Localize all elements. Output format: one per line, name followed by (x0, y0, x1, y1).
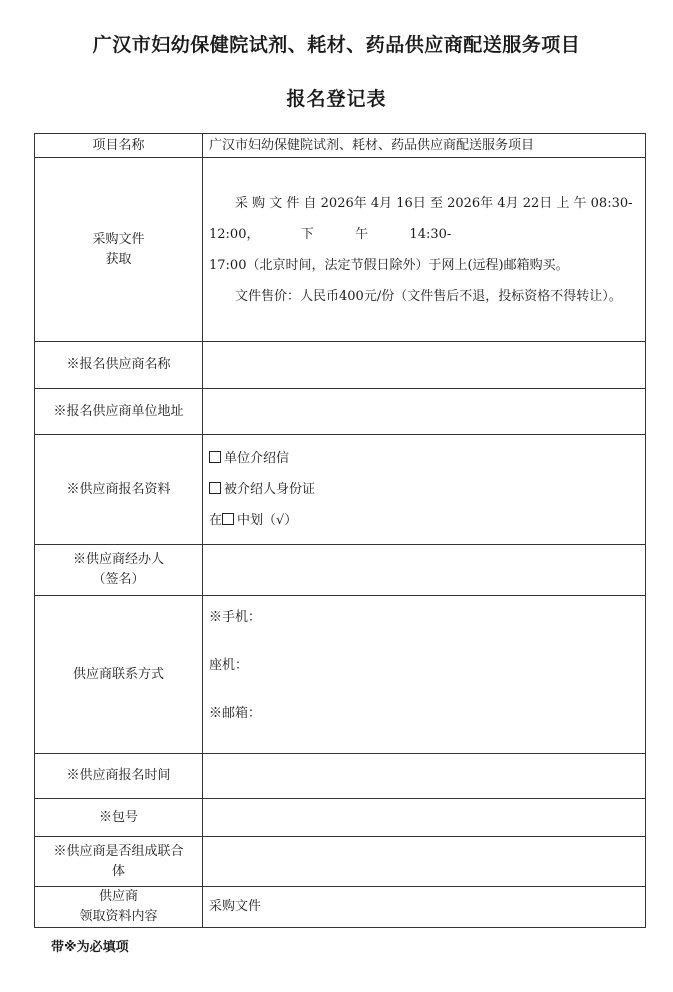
package-no-field[interactable] (203, 799, 646, 837)
document-subtitle: 报名登记表 (286, 88, 387, 110)
document-title: 广汉市妇幼保健院试剂、耗材、药品供应商配送服务项目 (92, 34, 581, 56)
supplier-agent-label: ※供应商经办人 （签名） (35, 545, 203, 596)
contact-fields (203, 596, 646, 754)
project-name-value: 广汉市妇幼保健院试剂、耗材、药品供应商配送服务项目 (203, 134, 646, 158)
email-field[interactable]: ※邮箱： (209, 706, 262, 721)
table-row-supplier-address (35, 389, 646, 435)
consortium-field[interactable] (203, 837, 646, 887)
table-row-signup-time (35, 754, 646, 799)
package-no-label: ※包号 (35, 799, 203, 837)
checkbox-icon[interactable] (209, 451, 221, 463)
supplier-address-label: ※报名供应商单位地址 (35, 389, 203, 435)
consortium-label: ※供应商是否组成联合 体 (35, 837, 203, 887)
supplier-address-field[interactable] (203, 389, 646, 435)
table-row-supplier-agent (35, 545, 646, 596)
received-content-value: 采购文件 (203, 887, 646, 928)
table-row-supplier-materials (35, 435, 646, 545)
checkbox-icon[interactable] (209, 482, 221, 494)
checklist-instruction: 在 中划（√） (209, 513, 298, 528)
table-row-supplier-name (35, 342, 646, 389)
table-row-package-no (35, 799, 646, 837)
table-row-received-content (35, 887, 646, 928)
supplier-name-field[interactable] (203, 342, 646, 389)
document-price-text: 文件售价：人民币400元/份（文件售后不退，投标资格不得转让）。 (235, 288, 622, 304)
table-row-project-name (35, 134, 646, 158)
procurement-period-line3: 17:00（北京时间，法定节假日除外）于网上(远程)邮箱购买。 (209, 257, 569, 273)
supplier-materials-label: ※供应商报名资料 (35, 435, 203, 545)
checkbox-icon (222, 513, 234, 525)
supplier-name-label: ※报名供应商名称 (35, 342, 203, 389)
procurement-period-line2: 12:00， 下 午 14:30- (209, 226, 452, 242)
procurement-doc-label: 采购文件 获取 (35, 158, 203, 342)
received-content-label: 供应商 领取资料内容 (35, 887, 203, 928)
supplier-agent-signature-field[interactable] (203, 545, 646, 596)
table-row-procurement-doc (35, 158, 646, 342)
landline-field[interactable]: 座机： (209, 658, 249, 673)
required-fields-note: 带※为必填项 (51, 940, 129, 955)
signup-time-label: ※供应商报名时间 (35, 754, 203, 799)
procurement-doc-value (203, 158, 646, 342)
supplier-materials-list (203, 435, 646, 545)
project-name-label: 项目名称 (35, 134, 203, 158)
signup-time-field[interactable] (203, 754, 646, 799)
checklist-item-intro-letter[interactable]: 单位介绍信 (209, 443, 639, 474)
procurement-period-line1: 采 购 文 件 自 2026年 4月 16日 至 2026年 4月 22日 上 午 08:30- (235, 195, 633, 211)
table-row-contact (35, 596, 646, 754)
contact-label: 供应商联系方式 (35, 596, 203, 754)
registration-form-table (34, 133, 646, 928)
table-row-consortium (35, 837, 646, 887)
checklist-item-id-card[interactable]: 被介绍人身份证 (209, 474, 639, 505)
mobile-field[interactable]: ※手机： (209, 610, 262, 625)
